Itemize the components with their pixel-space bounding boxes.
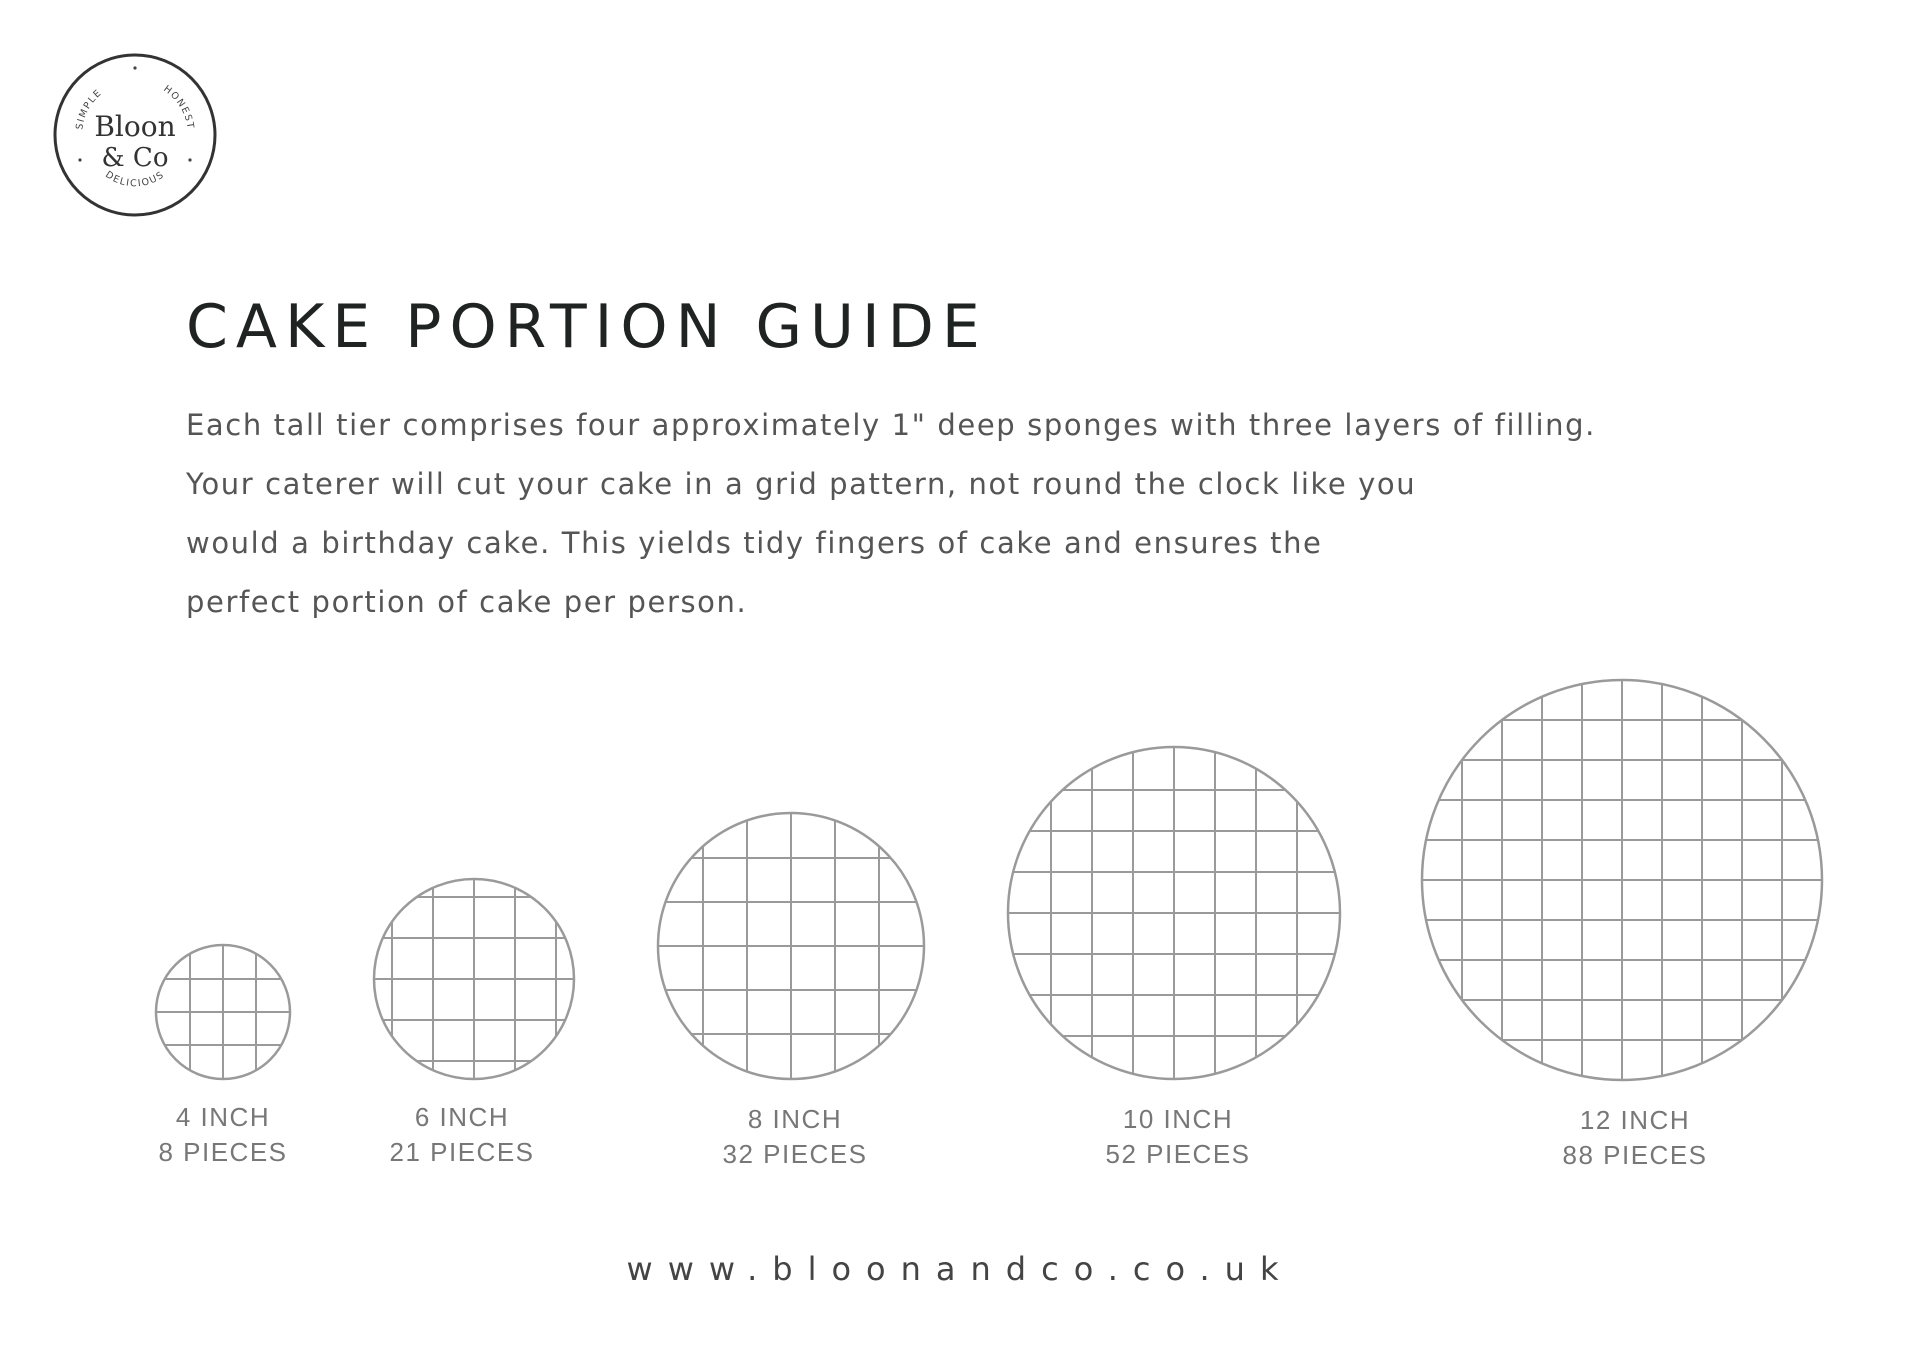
cake-label-10-inch <box>1105 1102 1250 1172</box>
cake-pieces: 21 PIECES <box>389 1137 535 1167</box>
cake-size: 4 INCH <box>175 1102 271 1132</box>
logo-dot <box>133 66 136 69</box>
brand-logo <box>50 50 220 220</box>
logo-arc-right: HONEST <box>161 83 196 131</box>
cake-4-inch-diagram <box>156 945 290 1079</box>
cake-label-8-inch <box>722 1102 867 1172</box>
cake-12-inch-diagram <box>1422 680 1822 1080</box>
description-line: Your caterer will cut your cake in a grid pattern, not round the clock like you <box>186 467 1417 501</box>
cake-8-inch-grid-lines <box>658 813 924 1079</box>
cake-pieces: 32 PIECES <box>722 1139 868 1169</box>
cake-size: 8 INCH <box>747 1104 843 1134</box>
description-line: would a birthday cake. This yields tidy fingers of cake and ensures the <box>186 526 1323 560</box>
description-paragraph <box>186 396 1786 632</box>
logo-name-line1: Bloon <box>94 110 176 143</box>
cake-label-6-inch <box>389 1100 534 1170</box>
cake-grid-diagrams <box>0 660 1920 1110</box>
page-title: CAKE PORTION GUIDE <box>186 292 988 362</box>
logo-dot <box>188 158 191 161</box>
description-line: Each tall tier comprises four approximately 1" deep sponges with three layers of filling. <box>186 408 1596 442</box>
cake-size: 12 INCH <box>1579 1105 1691 1135</box>
description-line: perfect portion of cake per person. <box>186 585 748 619</box>
cake-pieces: 52 PIECES <box>1105 1139 1251 1169</box>
cake-pieces: 88 PIECES <box>1562 1140 1708 1170</box>
cake-size: 6 INCH <box>414 1102 510 1132</box>
cake-12-inch-grid-lines <box>1422 680 1822 1080</box>
logo-dot <box>78 158 81 161</box>
website-url: www.bloonandco.co.uk <box>626 1250 1294 1288</box>
cake-size: 10 INCH <box>1122 1104 1234 1134</box>
cake-label-12-inch <box>1562 1103 1707 1173</box>
cake-6-inch-diagram <box>374 879 574 1079</box>
cake-10-inch-diagram <box>1008 747 1340 1079</box>
logo-arc-left: SIMPLE <box>74 87 105 131</box>
logo-seal <box>50 50 220 220</box>
logo-arc-bottom: DELICIOUS <box>103 169 167 190</box>
cake-10-inch-grid-lines <box>1008 747 1340 1079</box>
cake-label-4-inch <box>158 1100 287 1170</box>
cake-8-inch-diagram <box>658 813 924 1079</box>
cake-pieces: 8 PIECES <box>158 1137 288 1167</box>
logo-name-line2: & Co <box>101 143 169 173</box>
cake-diagram-row <box>0 660 1920 1170</box>
